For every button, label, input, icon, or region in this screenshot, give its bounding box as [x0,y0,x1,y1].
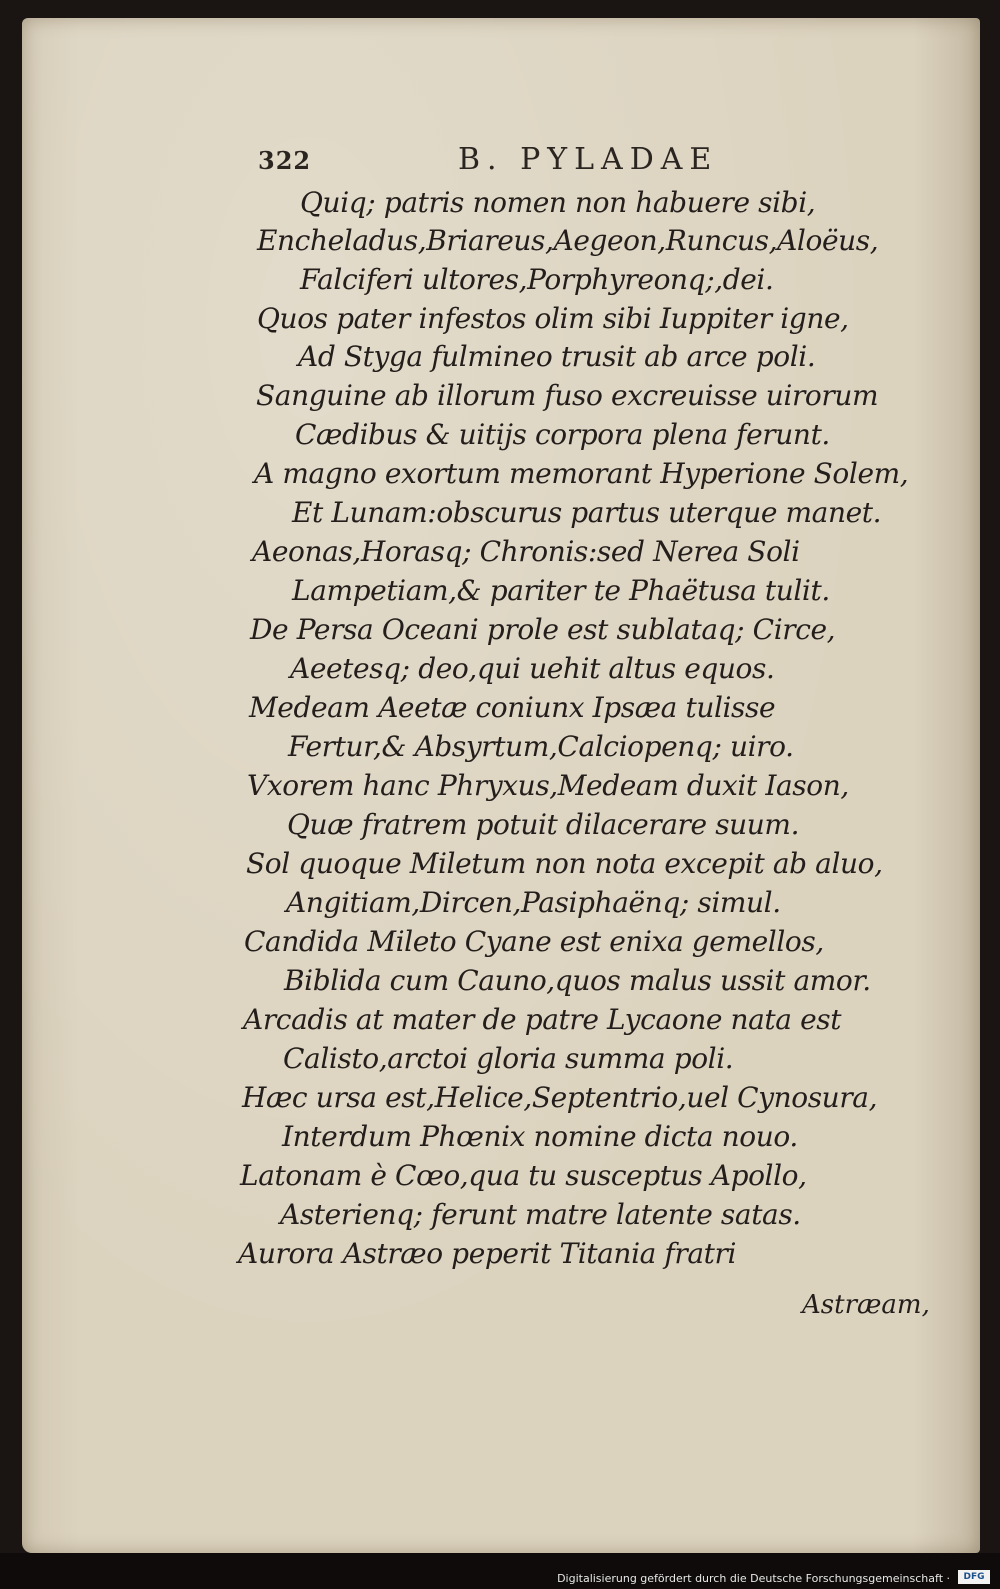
facing-page-bleed-through [902,148,992,1398]
verse-line: Asterienq; ferunt matre latente satas. [280,1198,801,1231]
verse-line: Hæc ursa est,Helice,Septentrio,uel Cynosura, [242,1081,878,1114]
page-header [258,142,778,182]
verse-line: Calisto,arctoi gloria summa poli. [283,1042,734,1075]
verse-line: Et Lunam:obscurus partus uterque manet. [292,496,882,529]
verse-line: Quiq; patris nomen non habuere sibi, [300,186,816,219]
verse-line: Lampetiam,& pariter te Phaëtusa tulit. [292,574,830,607]
verse-line: Biblida cum Cauno,quos malus ussit amor. [284,964,871,997]
verse-line: Angitiam,Dircen,Pasiphaënq; simul. [286,886,781,919]
verse-line: Cædibus & uitijs corpora plena ferunt. [295,418,830,451]
catchword: Astræam, [802,1290,930,1320]
dfg-credit-text: Digitalisierung gefördert durch die Deutsche Forschungsgemeinschaft · [557,1572,950,1585]
verse-line: Vxorem hanc Phryxus,Medeam duxit Iason, [247,769,849,802]
verse-line: Sanguine ab illorum fuso excreuisse uirorum [256,379,879,412]
verse-line: Medeam Aeetæ coniunx Ipsæa tulisse [249,691,776,724]
verse-line: Quos pater infestos olim sibi Iuppiter igne, [257,302,849,335]
verse-line: Quæ fratrem potuit dilacerare suum. [287,808,800,841]
verse-line: Aurora Astræo peperit Titania fratri [238,1237,737,1270]
verse-line: A magno exortum memorant Hyperione Solem, [254,457,909,490]
verse-line: Falciferi ultores,Porphyreonq;,dei. [300,263,774,296]
dfg-logo: DFG [958,1570,990,1584]
verse-line: Candida Mileto Cyane est enixa gemellos, [244,925,824,958]
verse-line: Aeetesq; deo,qui uehit altus equos. [290,652,775,685]
verse-line: Aeonas,Horasq; Chronis:sed Nerea Soli [252,535,800,568]
running-head: B. PYLADAE [458,142,719,177]
verse-line: Ad Styga fulmineo trusit ab arce poli. [298,340,816,373]
verse-line: Latonam è Cœo,qua tu susceptus Apollo, [240,1159,807,1192]
page-number: 322 [258,146,312,175]
verse-line: Interdum Phœnix nomine dicta nouo. [282,1120,798,1153]
verse-line: Fertur,& Absyrtum,Calciopenq; uiro. [288,730,794,763]
verse-line: Encheladus,Briareus,Aegeon,Runcus,Aloëus, [257,224,879,257]
verse-line: Sol quoque Miletum non nota excepit ab aluo, [246,847,883,880]
verse-line: Arcadis at mater de patre Lycaone nata est [243,1003,842,1036]
verse-line: De Persa Oceani prole est sublataq; Circe, [250,613,836,646]
